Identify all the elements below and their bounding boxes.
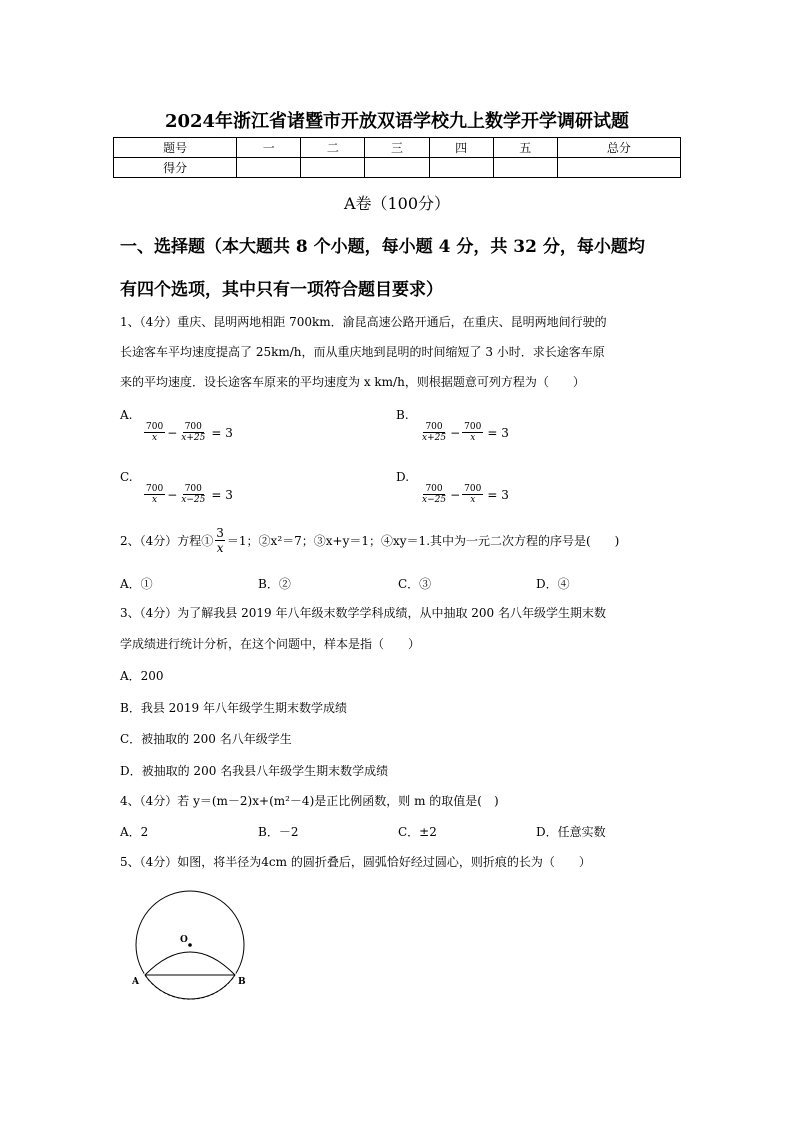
- q1-option-d[interactable]: [396, 470, 509, 505]
- label-o: O: [180, 935, 188, 945]
- q4-text: 4、（4分）若 y＝(m－2)x+(m²－4)是正比例函数，则 m 的取值是( ): [120, 794, 499, 808]
- score-header-cell: 一: [237, 138, 301, 158]
- q3-line1: 3、（4分）为了解我县 2019 年八年级末数学学科成绩，从中抽取 200 名八年级学生期末数: [120, 606, 606, 620]
- option-equation: $\frac{700}{x+25}$ − $\frac{700}{x}$ = 3: [422, 422, 509, 443]
- score-row-label: 得分: [114, 158, 237, 178]
- q5-text: 5、（4分）如图，将半径为4cm 的圆折叠后，圆弧恰好经过圆心，则折痕的长为（ ）: [120, 855, 591, 869]
- fraction: $\frac{700}{x+25}$: [181, 422, 206, 443]
- fraction: $\frac{700}{x-25}$: [422, 484, 447, 505]
- q2-option-c[interactable]: C．③: [398, 577, 432, 591]
- fraction: $\frac{700}{x}$: [146, 484, 164, 505]
- score-table-header-row: [114, 138, 681, 158]
- q1-line2: 长途客车平均速度提高了 25km/h，而从重庆地到昆明的时间缩短了 3 小时．求长途客车原: [120, 345, 605, 359]
- option-label: B.: [396, 408, 409, 422]
- label-b: B: [238, 977, 246, 987]
- fraction: $\frac{700}{x}$: [146, 422, 164, 443]
- score-input-cell[interactable]: [237, 158, 301, 178]
- q2-option-b[interactable]: B．②: [258, 577, 291, 591]
- score-header-cell: 三: [365, 138, 429, 158]
- q2-option-a[interactable]: A．①: [120, 577, 153, 591]
- score-input-cell[interactable]: [301, 158, 365, 178]
- q2-option-d[interactable]: D．④: [536, 577, 570, 591]
- score-header-cell: 题号: [114, 138, 237, 158]
- fraction: $\frac{700}{x-25}$: [181, 484, 206, 505]
- fraction: $\frac{700}{x}$: [464, 484, 482, 505]
- q4-option-d[interactable]: D．任意实数: [536, 825, 606, 839]
- q2-text: 2、（4分）方程① $\frac{3}{x}$ ＝1；②x²＝7；③x+y＝1；④xy＝1.其中为一元二次方程的序号是( ): [120, 526, 620, 555]
- q1-line1: 1、（4分）重庆、昆明两地相距 700km．渝昆高速公路开通后，在重庆、昆明两地间行驶的: [120, 315, 607, 329]
- exam-title: 2024年浙江省诸暨市开放双语学校九上数学开学调研试题: [164, 111, 630, 132]
- option-label: C.: [120, 470, 133, 484]
- q3-option-b[interactable]: B．我县 2019 年八年级学生期末数学成绩: [120, 701, 347, 715]
- score-table: [113, 137, 681, 178]
- score-input-cell[interactable]: [429, 158, 493, 178]
- score-input-cell[interactable]: [557, 158, 680, 178]
- q1-option-a[interactable]: [120, 408, 233, 443]
- paper-section-heading: A卷（100分）: [343, 194, 451, 213]
- q4-option-a[interactable]: A．2: [120, 825, 149, 839]
- option-equation: $\frac{700}{x}$ − $\frac{700}{x+25}$ = 3: [146, 422, 233, 443]
- score-input-cell[interactable]: [365, 158, 429, 178]
- q3-line2: 学成绩进行统计分析，在这个问题中，样本是指（ ）: [120, 637, 421, 651]
- score-header-cell: 五: [493, 138, 557, 158]
- option-equation: $\frac{700}{x-25}$ − $\frac{700}{x}$ = 3: [422, 484, 509, 505]
- score-header-cell: 总分: [557, 138, 680, 158]
- score-header-cell: 二: [301, 138, 365, 158]
- option-label: A.: [120, 408, 133, 422]
- q1-option-c[interactable]: [120, 470, 233, 505]
- score-table-score-row: [114, 158, 681, 178]
- section-heading-line1: 一、选择题（本大题共 8 个小题，每小题 4 分，共 32 分，每小题均: [120, 237, 645, 257]
- option-label: D.: [396, 470, 410, 484]
- fraction: $\frac{700}{x+25}$: [422, 422, 447, 443]
- score-header-cell: 四: [429, 138, 493, 158]
- q3-option-a[interactable]: A．200: [120, 669, 164, 683]
- folded-circle-figure: [124, 884, 264, 1004]
- q3-option-d[interactable]: D．被抽取的 200 名我县八年级学生期末数学成绩: [120, 764, 389, 778]
- fraction: $\frac{3}{x}$: [216, 526, 224, 555]
- q1-line3: 来的平均速度．设长途客车原来的平均速度为 x km/h，则根据题意可列方程为（ ）: [120, 375, 585, 389]
- label-a: A: [132, 977, 139, 987]
- option-equation: $\frac{700}{x}$ − $\frac{700}{x-25}$ = 3: [146, 484, 233, 505]
- q3-option-c[interactable]: C．被抽取的 200 名八年级学生: [120, 732, 292, 746]
- score-input-cell[interactable]: [493, 158, 557, 178]
- q1-option-b[interactable]: [396, 408, 509, 443]
- q4-option-b[interactable]: B．－2: [258, 825, 299, 839]
- q4-option-c[interactable]: C．±2: [398, 825, 437, 839]
- section-heading-line2: 有四个选项，其中只有一项符合题目要求）: [120, 280, 443, 300]
- fraction: $\frac{700}{x}$: [464, 422, 482, 443]
